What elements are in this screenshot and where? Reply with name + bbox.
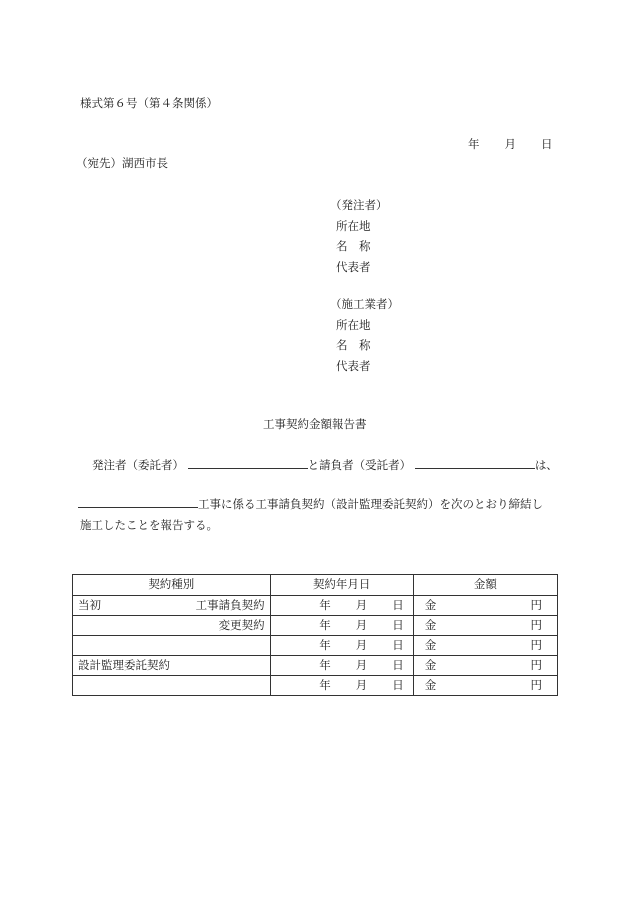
date-month-label: 月 <box>504 137 516 151</box>
amount-prefix: 金 <box>424 657 437 672</box>
contract-type-right: 工事請負契約 <box>195 597 265 612</box>
orderer-block <box>330 195 388 277</box>
statement-prefix: 発注者（委託者） <box>92 458 184 472</box>
header-contract-date: 契約年月日 <box>270 575 413 596</box>
statement-line-1 <box>92 458 558 472</box>
month-label: 月 <box>355 617 368 632</box>
orderer-heading: （発注者） <box>330 198 388 212</box>
contract-date-cell <box>270 636 413 656</box>
month-label: 月 <box>355 597 368 612</box>
date-line <box>468 139 553 151</box>
contractor-blank <box>415 458 535 469</box>
contract-date-cell <box>270 596 413 616</box>
contract-type-cell <box>73 636 271 656</box>
orderer-representative-label: 代表者 <box>336 259 371 274</box>
year-label: 年 <box>319 677 331 692</box>
amount-prefix: 金 <box>424 597 437 612</box>
amount-unit: 円 <box>530 637 542 652</box>
contract-type-right: 変更契約 <box>218 617 265 632</box>
header-contract-type: 契約種別 <box>73 575 271 596</box>
contractor-block <box>330 294 399 376</box>
amount-cell <box>413 636 557 656</box>
date-year-label: 年 <box>468 137 480 151</box>
contract-type-cell <box>73 596 271 616</box>
contract-type-left: 当初 <box>78 597 101 612</box>
day-label: 日 <box>392 637 404 652</box>
table-row <box>73 616 558 636</box>
document-title: 工事契約金額報告書 <box>263 417 367 431</box>
contract-date-cell <box>270 656 413 676</box>
orderer-address-label: 所在地 <box>336 218 371 233</box>
amount-prefix: 金 <box>424 677 437 692</box>
orderer-blank <box>188 458 308 469</box>
day-label: 日 <box>392 597 404 612</box>
amount-prefix: 金 <box>424 637 437 652</box>
statement-line2-text: 工事に係る工事請負契約（設計監理委託契約）を次のとおり締結し <box>198 497 543 511</box>
statement-suffix: は、 <box>534 458 558 472</box>
year-label: 年 <box>319 637 331 652</box>
amount-prefix: 金 <box>424 617 437 632</box>
project-name-blank <box>78 497 198 508</box>
contract-type-cell <box>73 676 271 696</box>
table-row <box>73 656 558 676</box>
contract-date-cell <box>270 616 413 636</box>
amount-cell <box>413 676 557 696</box>
contract-type-cell <box>73 616 271 636</box>
statement-line-3: 施工したことを報告する。 <box>80 518 218 532</box>
month-label: 月 <box>355 637 368 652</box>
amount-unit: 円 <box>530 657 542 672</box>
amount-unit: 円 <box>530 617 542 632</box>
date-day-label: 日 <box>541 137 553 151</box>
contract-date-cell <box>270 676 413 696</box>
amount-cell <box>413 596 557 616</box>
table-row <box>73 636 558 656</box>
month-label: 月 <box>355 677 368 692</box>
month-label: 月 <box>355 657 368 672</box>
contractor-heading: （施工業者） <box>330 297 399 311</box>
table-row <box>73 596 558 616</box>
table-header-row <box>73 575 558 596</box>
table-row <box>73 676 558 696</box>
contract-table <box>72 574 558 696</box>
day-label: 日 <box>392 617 404 632</box>
amount-unit: 円 <box>530 677 542 692</box>
contract-type-left: 設計監理委託契約 <box>78 657 170 672</box>
year-label: 年 <box>319 657 331 672</box>
addressee: （宛先）湖西市長 <box>76 156 168 170</box>
statement-middle: と請負者（受託者） <box>307 458 412 472</box>
day-label: 日 <box>392 677 404 692</box>
amount-cell <box>413 616 557 636</box>
statement-line-2 <box>78 497 543 511</box>
year-label: 年 <box>319 617 331 632</box>
contractor-name-label: 名 称 <box>336 338 371 352</box>
form-number: 様式第６号（第４条関係） <box>80 96 218 110</box>
year-label: 年 <box>319 597 331 612</box>
orderer-name-label: 名 称 <box>336 239 371 253</box>
amount-cell <box>413 656 557 676</box>
day-label: 日 <box>392 657 404 672</box>
contractor-representative-label: 代表者 <box>336 358 371 373</box>
amount-unit: 円 <box>530 597 542 612</box>
contract-type-cell <box>73 656 271 676</box>
header-amount: 金額 <box>413 575 557 596</box>
contractor-address-label: 所在地 <box>336 317 371 332</box>
